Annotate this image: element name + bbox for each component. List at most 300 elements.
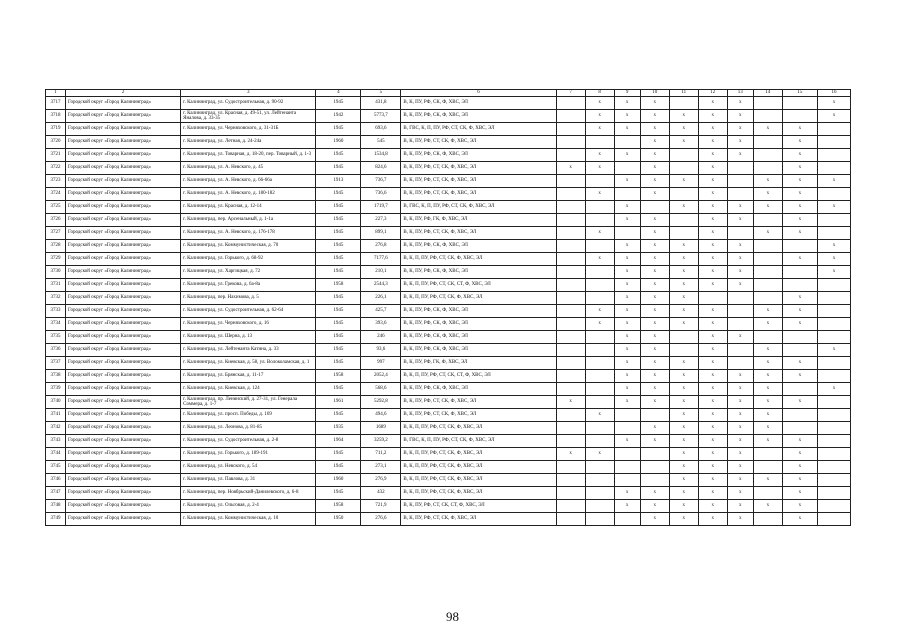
mark-cell-col-15 bbox=[782, 344, 817, 357]
mark-cell-col-14: x bbox=[753, 500, 782, 513]
district-cell: Городской округ «Город Калининград» bbox=[66, 331, 181, 344]
area-cell: 276,6 bbox=[361, 513, 401, 526]
year-cell: 1945 bbox=[316, 253, 361, 266]
address-cell: г. Калининград, ул. Леонова, д. 81-85 bbox=[181, 422, 316, 435]
mark-cell-col-7 bbox=[556, 188, 585, 201]
address-cell: г. Калининград, ул. Ольговая, д. 2-4 bbox=[181, 500, 316, 513]
mark-cell-col-9: x bbox=[614, 175, 640, 188]
district-cell: Городской округ «Город Калининград» bbox=[66, 136, 181, 149]
column-number-8: 8 bbox=[585, 90, 614, 97]
mark-cell-col-10: x bbox=[640, 305, 669, 318]
mark-cell-col-7 bbox=[556, 201, 585, 214]
year-cell: 1945 bbox=[316, 97, 361, 110]
row-number: 3728 bbox=[46, 240, 66, 253]
mark-cell-col-14 bbox=[753, 266, 782, 279]
works-cell: В, К, П, ПУ, РФ, СТ, СК, Ф, ХВС, ЭЛ bbox=[401, 461, 556, 474]
mark-cell-col-15: x bbox=[782, 253, 817, 266]
mark-cell-col-7 bbox=[556, 214, 585, 227]
mark-cell-col-9 bbox=[614, 513, 640, 526]
mark-cell-col-16 bbox=[817, 357, 850, 370]
mark-cell-col-13: x bbox=[727, 136, 753, 149]
works-cell: В, К, П, ПУ, РФ, СТ, СК, СТ, Ф, ХВС, ЭЛ bbox=[401, 370, 556, 383]
address-cell: г. Калининград, пер. Ноябрьский-Данилевского, д. 6-8 bbox=[181, 487, 316, 500]
mark-cell-col-16: x bbox=[817, 344, 850, 357]
mark-cell-col-9 bbox=[614, 461, 640, 474]
mark-cell-col-7 bbox=[556, 370, 585, 383]
mark-cell-col-7 bbox=[556, 461, 585, 474]
mark-cell-col-15: x bbox=[782, 370, 817, 383]
mark-cell-col-15 bbox=[782, 383, 817, 396]
mark-cell-col-11: x bbox=[669, 396, 698, 409]
area-cell: 568,6 bbox=[361, 383, 401, 396]
mark-cell-col-13 bbox=[727, 318, 753, 331]
mark-cell-col-8: x bbox=[585, 253, 614, 266]
mark-cell-col-13: x bbox=[727, 240, 753, 253]
row-number: 3734 bbox=[46, 318, 66, 331]
district-cell: Городской округ «Город Калининград» bbox=[66, 97, 181, 110]
mark-cell-col-11 bbox=[669, 344, 698, 357]
row-number: 3740 bbox=[46, 396, 66, 409]
district-cell: Городской округ «Город Калининград» bbox=[66, 435, 181, 448]
mark-cell-col-14: x bbox=[753, 188, 782, 201]
district-cell: Городской округ «Город Калининград» bbox=[66, 123, 181, 136]
works-cell: В, К, ПУ, РФ, СТ, СК, Ф, ХВС, ЭЛ bbox=[401, 188, 556, 201]
table-body bbox=[46, 90, 851, 526]
address-cell: г. Калининград, ул. Коммунистическая, д. 10 bbox=[181, 513, 316, 526]
address-cell: г. Калининград, ул. А. Невского, д. 66-66а bbox=[181, 175, 316, 188]
column-number-9: 9 bbox=[614, 90, 640, 97]
mark-cell-col-13: x bbox=[727, 500, 753, 513]
mark-cell-col-11 bbox=[669, 149, 698, 162]
works-cell: В, К, П, ПУ, РФ, СТ, СК, Ф, ХВС, ЭЛ bbox=[401, 292, 556, 305]
mark-cell-col-15: x bbox=[782, 149, 817, 162]
mark-cell-col-14 bbox=[753, 279, 782, 292]
column-number-header bbox=[46, 90, 851, 97]
year-cell: 1945 bbox=[316, 201, 361, 214]
mark-cell-col-10: x bbox=[640, 357, 669, 370]
mark-cell-col-10: x bbox=[640, 214, 669, 227]
mark-cell-col-14 bbox=[753, 461, 782, 474]
district-cell: Городской округ «Город Калининград» bbox=[66, 227, 181, 240]
mark-cell-col-15: x bbox=[782, 123, 817, 136]
column-number-5: 5 bbox=[361, 90, 401, 97]
mark-cell-col-7 bbox=[556, 344, 585, 357]
mark-cell-col-14: x bbox=[753, 474, 782, 487]
mark-cell-col-10: x bbox=[640, 513, 669, 526]
mark-cell-col-16 bbox=[817, 123, 850, 136]
table-row bbox=[46, 474, 851, 487]
row-number: 3724 bbox=[46, 188, 66, 201]
works-cell: В, ГВС, К, П, ПУ, РФ, СТ, СК, Ф, ХВС, ЭЛ bbox=[401, 435, 556, 448]
mark-cell-col-13: x bbox=[727, 331, 753, 344]
mark-cell-col-15: x bbox=[782, 162, 817, 175]
mark-cell-col-16 bbox=[817, 435, 850, 448]
mark-cell-col-12: x bbox=[698, 162, 727, 175]
address-cell: г. Калининград, ул. просп. Победы, д. 169 bbox=[181, 409, 316, 422]
registry-sheet bbox=[45, 89, 851, 526]
district-cell: Городской округ «Город Калининград» bbox=[66, 305, 181, 318]
row-number: 3723 bbox=[46, 175, 66, 188]
mark-cell-col-8 bbox=[585, 201, 614, 214]
mark-cell-col-13: x bbox=[727, 422, 753, 435]
mark-cell-col-8 bbox=[585, 513, 614, 526]
works-cell: В, К, ПУ, РФ, СК, Ф, ХВС, ЭЛ bbox=[401, 110, 556, 123]
mark-cell-col-16: x bbox=[817, 240, 850, 253]
table-row bbox=[46, 370, 851, 383]
mark-cell-col-7 bbox=[556, 123, 585, 136]
mark-cell-col-14: x bbox=[753, 370, 782, 383]
mark-cell-col-14 bbox=[753, 448, 782, 461]
area-cell: 711,2 bbox=[361, 448, 401, 461]
works-cell: В, К, П, ПУ, РФ, СТ, СК, Ф, ХВС, ЭЛ bbox=[401, 253, 556, 266]
mark-cell-col-8: x bbox=[585, 188, 614, 201]
mark-cell-col-7 bbox=[556, 318, 585, 331]
works-cell: В, К, П, ПУ, РФ, СТ, СК, Ф, ХВС, ЭЛ bbox=[401, 422, 556, 435]
table-row bbox=[46, 422, 851, 435]
mark-cell-col-7: x bbox=[556, 162, 585, 175]
table-row bbox=[46, 253, 851, 266]
row-number: 3722 bbox=[46, 162, 66, 175]
address-cell: г. Калининград, ул. Лейтенанта Катина, д. 33 bbox=[181, 344, 316, 357]
works-cell: В, К, ПУ, РФ, СК, Ф, ХВС, ЭЛ bbox=[401, 305, 556, 318]
mark-cell-col-14: x bbox=[753, 175, 782, 188]
table-row bbox=[46, 500, 851, 513]
area-cell: 5773,7 bbox=[361, 110, 401, 123]
district-cell: Городской округ «Город Калининград» bbox=[66, 487, 181, 500]
mark-cell-col-9: x bbox=[614, 487, 640, 500]
table-row bbox=[46, 201, 851, 214]
mark-cell-col-15: x bbox=[782, 487, 817, 500]
address-cell: г. Калининград, ул. Горького, д. 189-191 bbox=[181, 448, 316, 461]
year-cell: 1945 bbox=[316, 409, 361, 422]
mark-cell-col-14 bbox=[753, 149, 782, 162]
address-cell: г. Калининград, пр. Ленинский, д. 27-31, ул. Генерала Соммера, д. 1-7 bbox=[181, 396, 316, 409]
mark-cell-col-15: x bbox=[782, 188, 817, 201]
mark-cell-col-11: x bbox=[669, 175, 698, 188]
mark-cell-col-16 bbox=[817, 448, 850, 461]
mark-cell-col-13 bbox=[727, 357, 753, 370]
mark-cell-col-12: x bbox=[698, 500, 727, 513]
district-cell: Городской округ «Город Калининград» bbox=[66, 292, 181, 305]
area-cell: 227,3 bbox=[361, 214, 401, 227]
mark-cell-col-15: x bbox=[782, 357, 817, 370]
mark-cell-col-7 bbox=[556, 110, 585, 123]
mark-cell-col-16: x bbox=[817, 201, 850, 214]
mark-cell-col-12: x bbox=[698, 474, 727, 487]
works-cell: В, К, ПУ, РФ, СТ, СК, Ф, ХВС, ЭЛ bbox=[401, 162, 556, 175]
mark-cell-col-16: x bbox=[817, 383, 850, 396]
mark-cell-col-10: x bbox=[640, 487, 669, 500]
column-number-7: 7 bbox=[556, 90, 585, 97]
works-cell: В, К, П, ПУ, РФ, СТ, СК, Ф, ХВС, ЭЛ bbox=[401, 474, 556, 487]
mark-cell-col-8: x bbox=[585, 97, 614, 110]
column-number-10: 10 bbox=[640, 90, 669, 97]
mark-cell-col-7 bbox=[556, 136, 585, 149]
mark-cell-col-16 bbox=[817, 474, 850, 487]
mark-cell-col-13: x bbox=[727, 110, 753, 123]
year-cell: 1945 bbox=[316, 266, 361, 279]
mark-cell-col-16 bbox=[817, 162, 850, 175]
mark-cell-col-11: x bbox=[669, 409, 698, 422]
mark-cell-col-13: x bbox=[727, 383, 753, 396]
mark-cell-col-13: x bbox=[727, 409, 753, 422]
address-cell: г. Калининград, пер. Арсенальный, д. 1-1а bbox=[181, 214, 316, 227]
address-cell: г. Калининград, ул. Павлова, д. 31 bbox=[181, 474, 316, 487]
mark-cell-col-10: x bbox=[640, 240, 669, 253]
address-cell: г. Калининград, ул. А. Невского, д. 176-178 bbox=[181, 227, 316, 240]
mark-cell-col-12: x bbox=[698, 266, 727, 279]
mark-cell-col-10: x bbox=[640, 383, 669, 396]
mark-cell-col-8: x bbox=[585, 149, 614, 162]
mark-cell-col-16 bbox=[817, 214, 850, 227]
mark-cell-col-13: x bbox=[727, 97, 753, 110]
row-number: 3747 bbox=[46, 487, 66, 500]
mark-cell-col-14: x bbox=[753, 409, 782, 422]
mark-cell-col-15: x bbox=[782, 318, 817, 331]
works-cell: В, К, ПУ, РФ, СК, Ф, ХВС, ЭЛ bbox=[401, 331, 556, 344]
row-number: 3727 bbox=[46, 227, 66, 240]
mark-cell-col-14 bbox=[753, 331, 782, 344]
mark-cell-col-8 bbox=[585, 396, 614, 409]
table-row bbox=[46, 292, 851, 305]
mark-cell-col-12: x bbox=[698, 214, 727, 227]
row-number: 3736 bbox=[46, 344, 66, 357]
address-cell: г. Калининград, ул. Грекова, д. 6а-8а bbox=[181, 279, 316, 292]
year-cell: 1950 bbox=[316, 513, 361, 526]
mark-cell-col-15: x bbox=[782, 214, 817, 227]
mark-cell-col-16: x bbox=[817, 175, 850, 188]
row-number: 3748 bbox=[46, 500, 66, 513]
mark-cell-col-8 bbox=[585, 370, 614, 383]
mark-cell-col-10: x bbox=[640, 110, 669, 123]
mark-cell-col-13 bbox=[727, 175, 753, 188]
mark-cell-col-10: x bbox=[640, 396, 669, 409]
district-cell: Городской округ «Город Калининград» bbox=[66, 461, 181, 474]
mark-cell-col-9: x bbox=[614, 240, 640, 253]
address-cell: г. Калининград, ул. Черняховского, д. 31-31Б bbox=[181, 123, 316, 136]
row-number: 3719 bbox=[46, 123, 66, 136]
mark-cell-col-11: x bbox=[669, 487, 698, 500]
mark-cell-col-10: x bbox=[640, 266, 669, 279]
mark-cell-col-7 bbox=[556, 357, 585, 370]
mark-cell-col-12: x bbox=[698, 448, 727, 461]
mark-cell-col-16: x bbox=[817, 266, 850, 279]
year-cell: 1945 bbox=[316, 292, 361, 305]
mark-cell-col-9 bbox=[614, 227, 640, 240]
mark-cell-col-16: x bbox=[817, 110, 850, 123]
mark-cell-col-12: x bbox=[698, 487, 727, 500]
district-cell: Городской округ «Город Калининград» bbox=[66, 188, 181, 201]
address-cell: г. Калининград, ул. Судостроительная, д. 62-64 bbox=[181, 305, 316, 318]
mark-cell-col-14: x bbox=[753, 435, 782, 448]
mark-cell-col-12: x bbox=[698, 227, 727, 240]
mark-cell-col-12: x bbox=[698, 110, 727, 123]
mark-cell-col-8: x bbox=[585, 305, 614, 318]
mark-cell-col-8 bbox=[585, 487, 614, 500]
row-number: 3738 bbox=[46, 370, 66, 383]
mark-cell-col-11 bbox=[669, 188, 698, 201]
mark-cell-col-15 bbox=[782, 266, 817, 279]
row-number: 3718 bbox=[46, 110, 66, 123]
mark-cell-col-10: x bbox=[640, 292, 669, 305]
area-cell: 899,1 bbox=[361, 227, 401, 240]
mark-cell-col-9 bbox=[614, 188, 640, 201]
area-cell: 2052,4 bbox=[361, 370, 401, 383]
mark-cell-col-14 bbox=[753, 162, 782, 175]
table-row bbox=[46, 357, 851, 370]
mark-cell-col-11: x bbox=[669, 123, 698, 136]
table-row bbox=[46, 227, 851, 240]
mark-cell-col-11: x bbox=[669, 318, 698, 331]
row-number: 3745 bbox=[46, 461, 66, 474]
year-cell: 1942 bbox=[316, 110, 361, 123]
mark-cell-col-11: x bbox=[669, 513, 698, 526]
mark-cell-col-15 bbox=[782, 279, 817, 292]
mark-cell-col-12: x bbox=[698, 188, 727, 201]
works-cell: В, К, ПУ, РФ, СК, Ф, ХВС, ЭЛ bbox=[401, 318, 556, 331]
address-cell: г. Калининград, ул. Красная, д. 49-51, ул. Лейтенанта Яналова, д. 33-35 bbox=[181, 110, 316, 123]
mark-cell-col-13: x bbox=[727, 435, 753, 448]
row-number: 3717 bbox=[46, 97, 66, 110]
mark-cell-col-13: x bbox=[727, 149, 753, 162]
mark-cell-col-13: x bbox=[727, 266, 753, 279]
district-cell: Городской округ «Город Калининград» bbox=[66, 318, 181, 331]
table-row bbox=[46, 305, 851, 318]
year-cell: 1945 bbox=[316, 383, 361, 396]
mark-cell-col-9: x bbox=[614, 201, 640, 214]
year-cell: 1945 bbox=[316, 461, 361, 474]
district-cell: Городской округ «Город Калининград» bbox=[66, 396, 181, 409]
mark-cell-col-9: x bbox=[614, 331, 640, 344]
area-cell: 545 bbox=[361, 136, 401, 149]
mark-cell-col-12: x bbox=[698, 370, 727, 383]
area-cell: 997 bbox=[361, 357, 401, 370]
table-row bbox=[46, 513, 851, 526]
year-cell: 1958 bbox=[316, 370, 361, 383]
mark-cell-col-14 bbox=[753, 97, 782, 110]
area-cell: 273,1 bbox=[361, 461, 401, 474]
table-row bbox=[46, 461, 851, 474]
district-cell: Городской округ «Город Калининград» bbox=[66, 201, 181, 214]
mark-cell-col-11 bbox=[669, 331, 698, 344]
mark-cell-col-9: x bbox=[614, 500, 640, 513]
year-cell: 1960 bbox=[316, 474, 361, 487]
mark-cell-col-15: x bbox=[782, 227, 817, 240]
year-cell: 1945 bbox=[316, 162, 361, 175]
table-row bbox=[46, 487, 851, 500]
mark-cell-col-13: x bbox=[727, 513, 753, 526]
address-cell: г. Калининград, ул. Киевская, д. 58, ул. Волоколамская, д. 1 bbox=[181, 357, 316, 370]
mark-cell-col-11: x bbox=[669, 435, 698, 448]
mark-cell-col-7 bbox=[556, 331, 585, 344]
mark-cell-col-13 bbox=[727, 227, 753, 240]
mark-cell-col-9: x bbox=[614, 279, 640, 292]
column-number-12: 12 bbox=[698, 90, 727, 97]
mark-cell-col-15: x bbox=[782, 175, 817, 188]
works-cell: В, К, ПУ, РФ, СК, Ф, ХВС, ЭЛ bbox=[401, 266, 556, 279]
row-number: 3733 bbox=[46, 305, 66, 318]
mark-cell-col-7 bbox=[556, 266, 585, 279]
mark-cell-col-9: x bbox=[614, 383, 640, 396]
mark-cell-col-15: x bbox=[782, 305, 817, 318]
mark-cell-col-8 bbox=[585, 474, 614, 487]
row-number: 3749 bbox=[46, 513, 66, 526]
table-row bbox=[46, 175, 851, 188]
mark-cell-col-14: x bbox=[753, 396, 782, 409]
works-cell: В, К, ПУ, РФ, СК, Ф, ХВС, ЭЛ bbox=[401, 344, 556, 357]
works-cell: В, ГВС, К, П, ПУ, РФ, СТ, СК, Ф, ХВС, ЭЛ bbox=[401, 123, 556, 136]
mark-cell-col-16 bbox=[817, 409, 850, 422]
year-cell: 1945 bbox=[316, 227, 361, 240]
mark-cell-col-16 bbox=[817, 292, 850, 305]
column-number-14: 14 bbox=[753, 90, 782, 97]
mark-cell-col-16 bbox=[817, 487, 850, 500]
area-cell: 494,6 bbox=[361, 409, 401, 422]
works-cell: В, К, ПУ, РФ, СТ, СК, Ф, ХВС, ЭЛ bbox=[401, 396, 556, 409]
mark-cell-col-10: x bbox=[640, 97, 669, 110]
mark-cell-col-14 bbox=[753, 110, 782, 123]
mark-cell-col-8: x bbox=[585, 448, 614, 461]
mark-cell-col-12: x bbox=[698, 396, 727, 409]
address-cell: г. Калининград, ул. А. Невского, д. 45 bbox=[181, 162, 316, 175]
mark-cell-col-8 bbox=[585, 461, 614, 474]
mark-cell-col-14 bbox=[753, 136, 782, 149]
year-cell: 1945 bbox=[316, 188, 361, 201]
mark-cell-col-16 bbox=[817, 188, 850, 201]
column-number-3: 3 bbox=[181, 90, 316, 97]
mark-cell-col-15: x bbox=[782, 136, 817, 149]
year-cell: 1945 bbox=[316, 487, 361, 500]
works-cell: В, К, ПУ, РФ, ГК, Ф, ХВС, ЭЛ bbox=[401, 214, 556, 227]
mark-cell-col-9: x bbox=[614, 266, 640, 279]
mark-cell-col-12: x bbox=[698, 201, 727, 214]
mark-cell-col-9 bbox=[614, 474, 640, 487]
mark-cell-col-8 bbox=[585, 331, 614, 344]
mark-cell-col-14 bbox=[753, 214, 782, 227]
mark-cell-col-11: x bbox=[669, 253, 698, 266]
mark-cell-col-7: x bbox=[556, 448, 585, 461]
works-cell: В, К, ПУ, РФ, СТ, СК, Ф, ХВС, ЭЛ bbox=[401, 136, 556, 149]
mark-cell-col-14: x bbox=[753, 123, 782, 136]
mark-cell-col-11: x bbox=[669, 500, 698, 513]
mark-cell-col-16 bbox=[817, 513, 850, 526]
mark-cell-col-13: x bbox=[727, 461, 753, 474]
mark-cell-col-11 bbox=[669, 227, 698, 240]
area-cell: 693,6 bbox=[361, 123, 401, 136]
address-cell: г. Калининград, ул. Летная, д. 24-24а bbox=[181, 136, 316, 149]
address-cell: г. Калининград, ул. Брянская, д. 11-17 bbox=[181, 370, 316, 383]
mark-cell-col-7 bbox=[556, 279, 585, 292]
mark-cell-col-14 bbox=[753, 253, 782, 266]
mark-cell-col-15: x bbox=[782, 461, 817, 474]
mark-cell-col-10: x bbox=[640, 162, 669, 175]
column-number-1: 1 bbox=[46, 90, 66, 97]
mark-cell-col-8 bbox=[585, 214, 614, 227]
mark-cell-col-12: x bbox=[698, 97, 727, 110]
mark-cell-col-8 bbox=[585, 136, 614, 149]
mark-cell-col-12: x bbox=[698, 240, 727, 253]
mark-cell-col-12: x bbox=[698, 318, 727, 331]
area-cell: 2544,3 bbox=[361, 279, 401, 292]
mark-cell-col-16 bbox=[817, 422, 850, 435]
mark-cell-col-11 bbox=[669, 214, 698, 227]
table-row bbox=[46, 162, 851, 175]
mark-cell-col-9: x bbox=[614, 97, 640, 110]
mark-cell-col-15: x bbox=[782, 500, 817, 513]
mark-cell-col-14: x bbox=[753, 383, 782, 396]
mark-cell-col-15 bbox=[782, 110, 817, 123]
works-cell: В, К, ПУ, РФ, СК, Ф, ХВС, ЭЛ bbox=[401, 97, 556, 110]
